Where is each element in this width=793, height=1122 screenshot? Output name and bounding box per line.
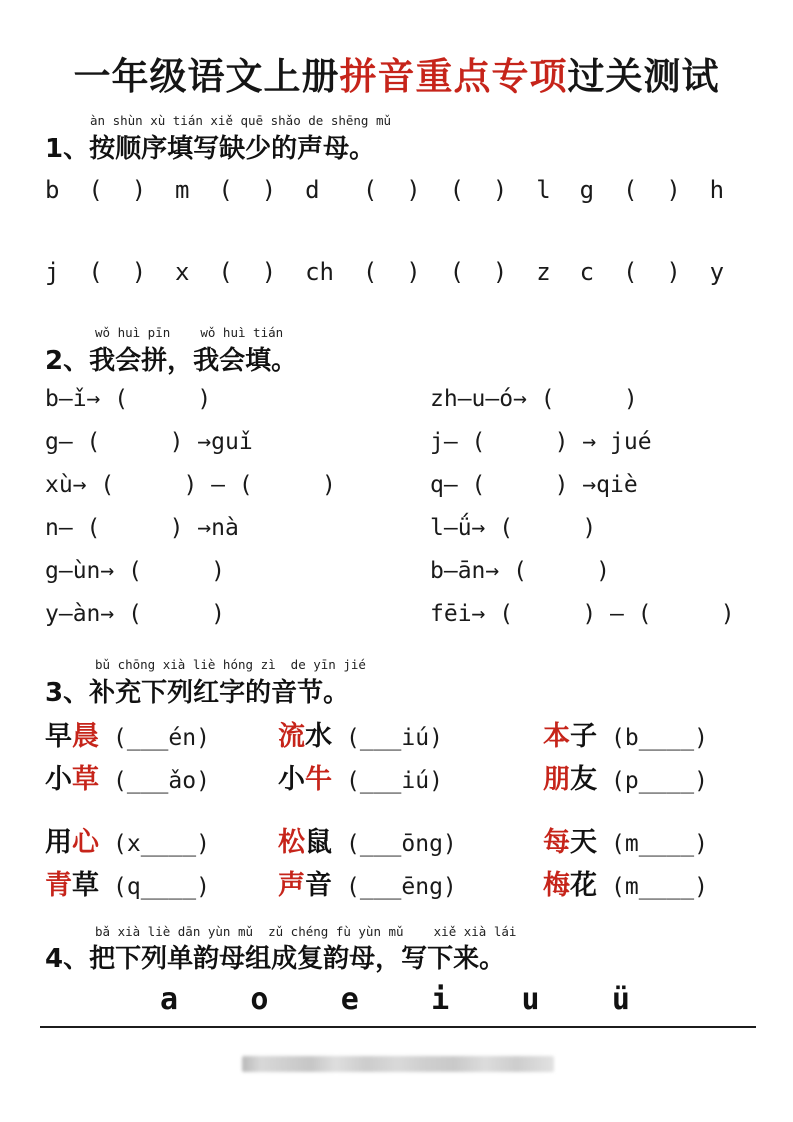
blend-item: xù→ ( ) — ( ): [45, 472, 336, 498]
vowel-e: e: [340, 982, 359, 1017]
syllable-hint: (___ōng): [346, 831, 457, 857]
syllable-hint: (___iú): [346, 768, 443, 794]
vowel-u-umlaut: ü: [611, 982, 630, 1017]
syllable-item: 朋友 (p____): [543, 764, 708, 795]
syllable-hint: (q____): [113, 874, 210, 900]
vowel-o: o: [250, 982, 269, 1017]
syllable-item: 小草 (___ǎo): [45, 764, 210, 795]
syllable-item: 早晨 (___én): [45, 721, 210, 752]
section3-row-4: [45, 863, 775, 905]
syllable-hint: (b____): [611, 725, 708, 751]
syllable-hint: (m____): [611, 874, 708, 900]
section1-heading: 1、按顺序填写缺少的声母。: [45, 134, 376, 164]
syllable-item: 小牛 (___iú): [278, 764, 443, 795]
section2-left-column: [45, 378, 430, 636]
section2-heading: 2、我会拼，我会填。: [45, 346, 298, 376]
section3-heading: 3、补充下列红字的音节。: [45, 678, 350, 708]
section2-right-column: [430, 378, 793, 636]
blend-item: q— ( ) →qiè: [430, 472, 638, 498]
section1-initials-row-2: j ( ) x ( ) ch ( ) ( ) z c ( ) y: [45, 258, 725, 286]
syllable-hint: (___iú): [346, 725, 443, 751]
single-vowels-row: [160, 982, 630, 1017]
syllable-item: 流水 (___iú): [278, 721, 443, 752]
blend-item: b—ǐ→ ( ): [45, 386, 212, 412]
title-part-red: 拼音重点专项: [339, 55, 568, 98]
syllable-hint: (___én): [113, 725, 210, 751]
blend-item: b—ān→ ( ): [430, 558, 611, 584]
section2-pinyin: wǒ huì pīn wǒ huì tián: [95, 325, 284, 340]
section1-initials-row-1: b ( ) m ( ) d ( ) ( ) l g ( ) h: [45, 176, 725, 204]
blend-item: zh—u—ó→ ( ): [430, 386, 638, 412]
section3-row-3: [45, 820, 775, 862]
syllable-item: 青草 (q____): [45, 870, 210, 901]
syllable-hint: (___ēng): [346, 874, 457, 900]
page-title: [0, 46, 793, 100]
blend-item: l—ǘ→ ( ): [430, 515, 597, 541]
title-part-black-1: 一年级语文上册: [73, 55, 340, 98]
syllable-hint: (___ǎo): [113, 768, 210, 794]
vowel-a: a: [160, 982, 179, 1017]
syllable-hint: (x____): [113, 831, 210, 857]
vowel-u: u: [521, 982, 540, 1017]
vowel-i: i: [431, 982, 450, 1017]
syllable-hint: (m____): [611, 831, 708, 857]
syllable-hint: (p____): [611, 768, 708, 794]
syllable-item: 声音 (___ēng): [278, 870, 457, 901]
syllable-item: 本子 (b____): [543, 721, 708, 752]
blend-item: g— ( ) →guǐ: [45, 429, 253, 455]
section3-row-1: [45, 714, 775, 756]
title-part-black-2: 过关测试: [567, 55, 720, 98]
syllable-item: 用心 (x____): [45, 827, 210, 858]
section4-heading: 4、把下列单韵母组成复韵母，写下来。: [45, 944, 506, 974]
syllable-item: 梅花 (m____): [543, 870, 708, 901]
section1-pinyin: àn shùn xù tián xiě quē shǎo de shēng mǔ: [90, 113, 392, 128]
answer-writing-line: [40, 1026, 756, 1028]
section3-row-2: [45, 757, 775, 799]
section4-pinyin: bǎ xià liè dān yùn mǔ zǔ chéng fù yùn mǔ xiě xià lái: [95, 924, 517, 939]
blend-item: g—ùn→ ( ): [45, 558, 226, 584]
blend-item: y—àn→ ( ): [45, 601, 226, 627]
section3-pinyin: bǔ chōng xià liè hóng zì de yīn jié: [95, 657, 366, 672]
blend-item: fēi→ ( ) — ( ): [430, 601, 735, 627]
blend-item: j— ( ) → jué: [430, 429, 652, 455]
syllable-item: 松鼠 (___ōng): [278, 827, 457, 858]
blend-item: n— ( ) →nà: [45, 515, 239, 541]
syllable-item: 每天 (m____): [543, 827, 708, 858]
blurred-watermark: [242, 1056, 554, 1072]
